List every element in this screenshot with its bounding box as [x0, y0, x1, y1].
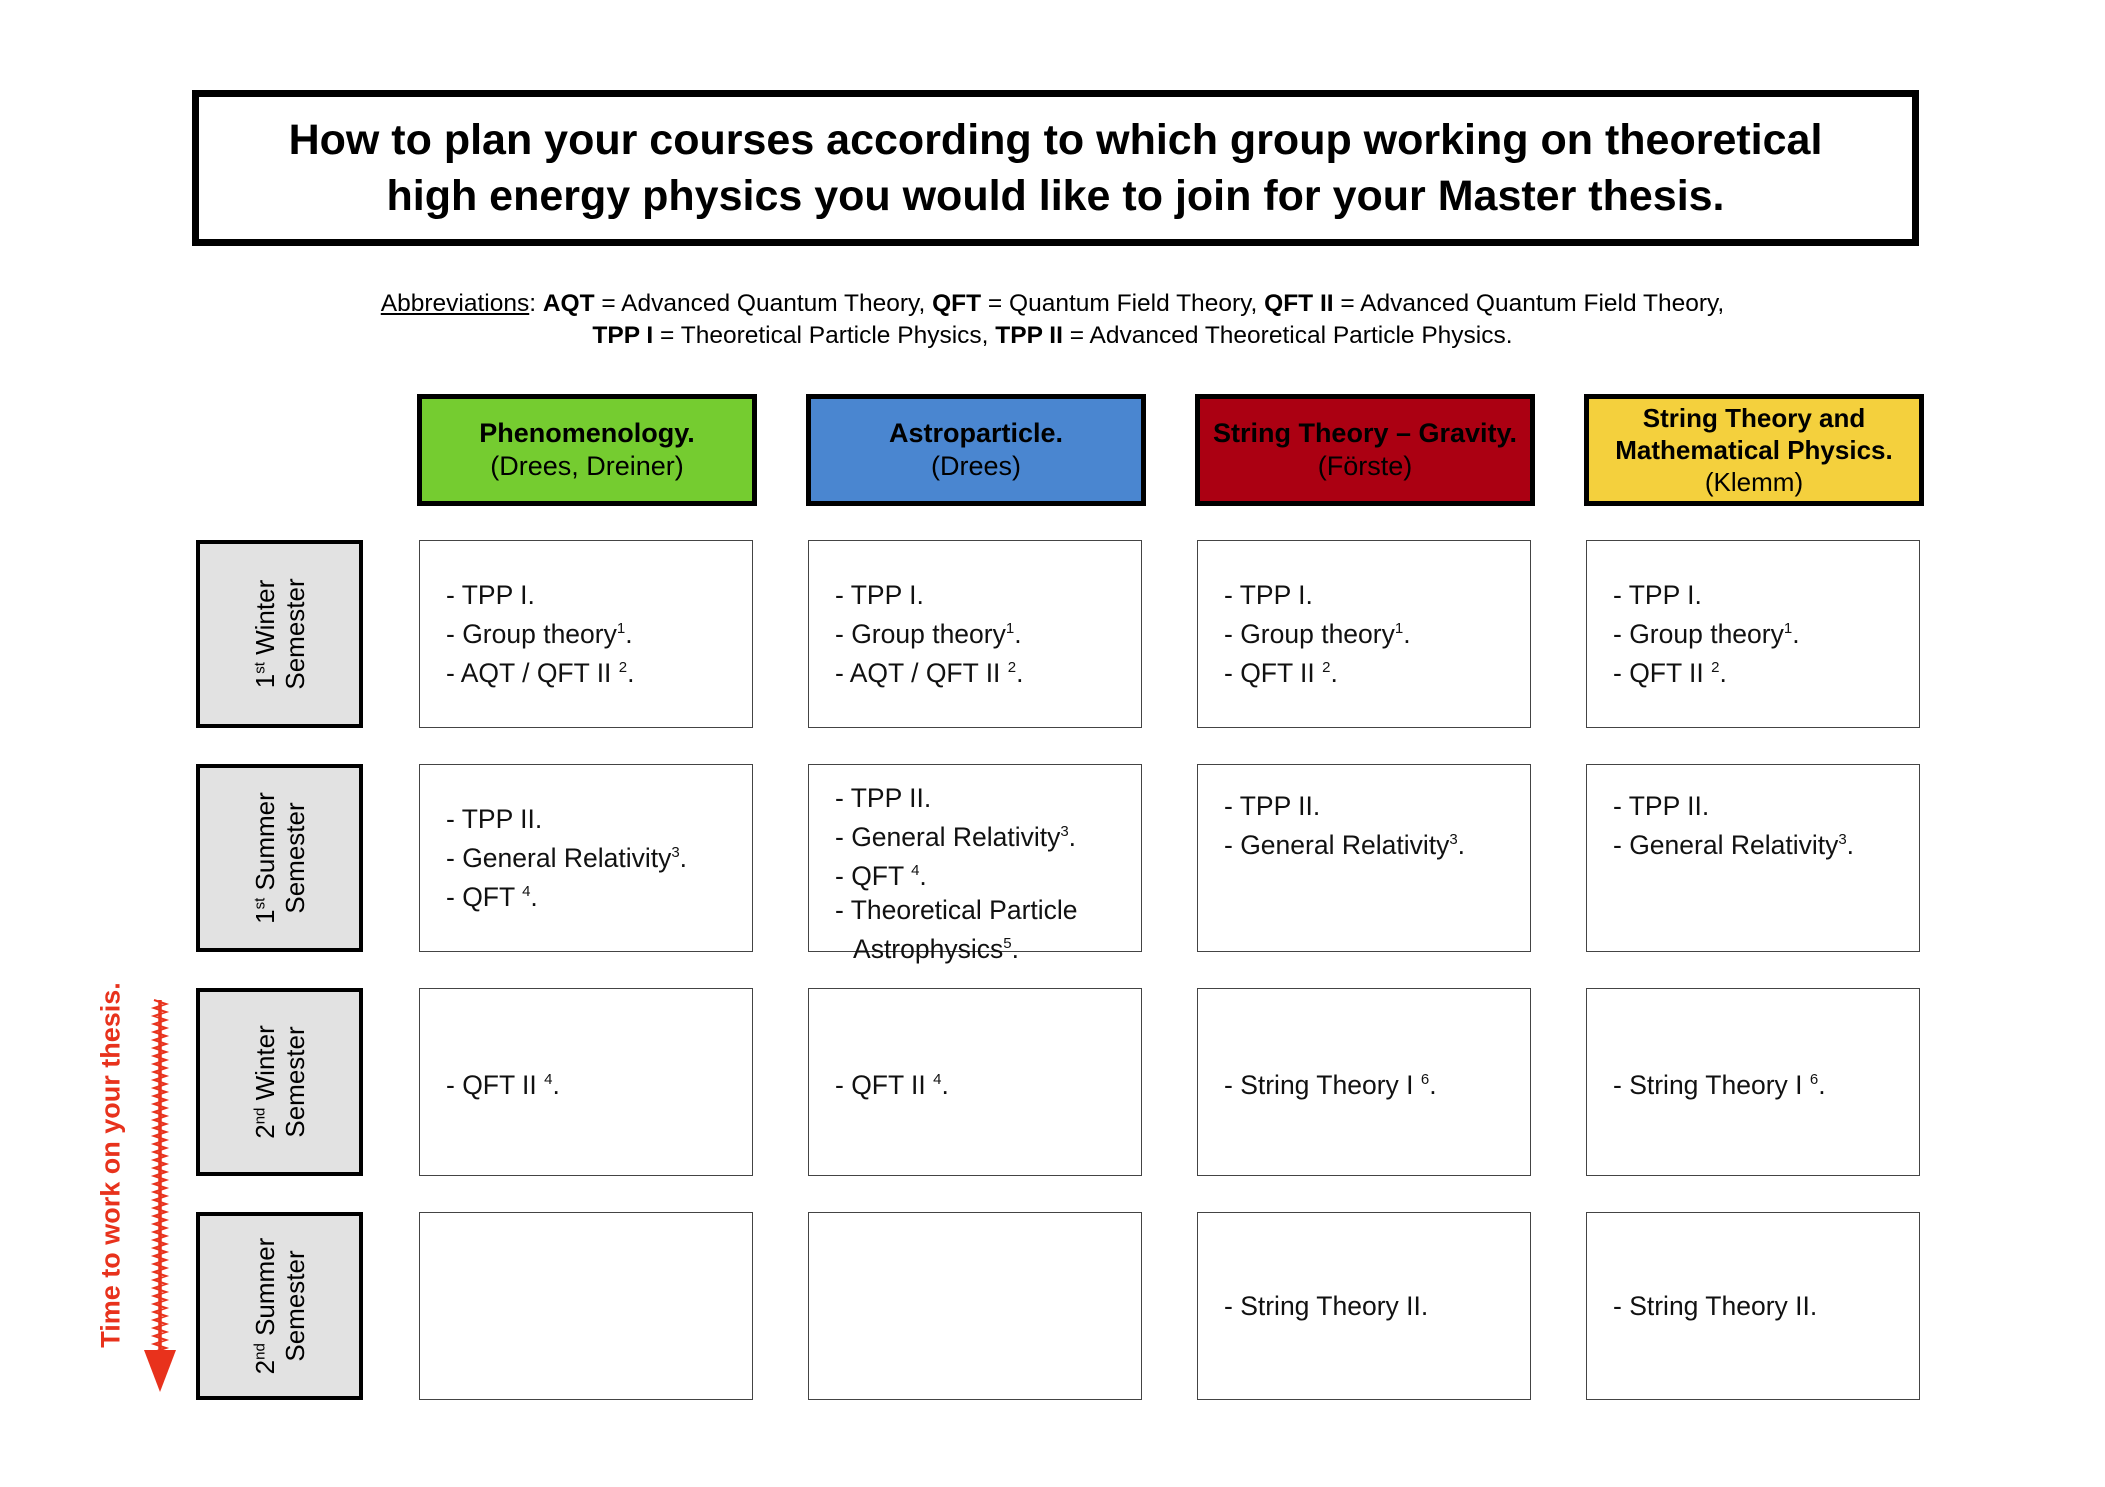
footnote-marker: 2	[1711, 659, 1720, 676]
course-item: - Group theory$^1$.	[1224, 619, 1411, 649]
abbrev-meaning: Advanced Theoretical Particle Physics	[1089, 322, 1506, 349]
course-name: TPP I.	[461, 580, 535, 611]
course-item: - TPP II.	[835, 783, 932, 813]
group-people: (Drees)	[930, 451, 1021, 481]
semester-label-1st-summer	[196, 764, 363, 952]
semester-text	[250, 792, 310, 924]
timeline-arrow-icon	[144, 1000, 176, 1392]
course-end: .	[919, 860, 927, 891]
semester-word: Semester	[279, 1250, 310, 1362]
course-name: QFT	[851, 860, 912, 891]
course-item: - QFT II $^4$.	[446, 1069, 560, 1100]
timeline-label: Time to work on your thesis.	[95, 982, 126, 1348]
course-end: .	[679, 843, 688, 873]
semester-label-2nd-winter	[196, 988, 363, 1176]
timeline-arrow	[140, 990, 190, 1410]
course-item: - TPP II.	[446, 804, 543, 835]
abbrev-term: AQT	[542, 290, 595, 317]
footnote-marker: 6	[1420, 1070, 1430, 1088]
course-item: - Group theory$^1$.	[446, 619, 633, 649]
semester-label-1st-winter	[196, 540, 363, 728]
course-item: - TPP I.	[1224, 580, 1313, 611]
course-cell	[1197, 764, 1531, 952]
footnote-marker: 1	[616, 620, 626, 638]
semester-text	[250, 578, 310, 689]
course-end: .	[1403, 619, 1411, 649]
course-name: QFT	[462, 881, 523, 912]
group-header-string-theory-math-physics	[1584, 394, 1924, 506]
abbrev-meaning: Quantum Field Theory	[1009, 290, 1251, 317]
semester-word: Semester	[279, 1026, 310, 1138]
course-cell	[808, 1212, 1142, 1400]
title-line-1: How to plan your courses according to which group working on theoretical	[288, 116, 1823, 164]
group-name: Phenomenology.	[479, 418, 695, 448]
course-end: .	[1818, 1069, 1826, 1100]
group-people: (Klemm)	[1704, 467, 1804, 497]
course-item: - Group theory$^1$.	[835, 619, 1022, 649]
semester-name: Summer	[249, 792, 280, 891]
semester-suffix: st	[250, 662, 268, 674]
footnote-marker: 1	[1005, 620, 1015, 638]
abbrev-meaning: Theoretical Particle Physics	[680, 322, 982, 349]
course-end: .	[1457, 829, 1466, 860]
footnote-marker: 1	[1783, 620, 1793, 638]
title-line-2: high energy physics you would like to join for your Master thesis.	[386, 172, 1725, 220]
course-name: TPP I.	[1628, 580, 1702, 611]
course-name: AQT / QFT II	[460, 657, 619, 688]
course-cell	[1197, 540, 1531, 728]
semester-label-2nd-summer	[196, 1212, 363, 1400]
course-end: .	[1016, 657, 1024, 688]
footnote-marker: 2	[618, 659, 628, 676]
abbrev-meaning: Advanced Quantum Field Theory	[1360, 290, 1718, 317]
group-people: (Drees, Dreiner)	[490, 451, 684, 481]
semester-ordinal: 1	[249, 673, 280, 689]
group-name: Astroparticle.	[888, 418, 1064, 448]
course-end: .	[627, 657, 635, 688]
course-item: - String Theory II.	[1224, 1291, 1429, 1321]
course-name: String Theory I	[1629, 1069, 1810, 1100]
course-item: - TPP I.	[835, 580, 924, 611]
abbreviations-lead: Abbreviations	[380, 290, 530, 317]
course-item: - String Theory II.	[1613, 1291, 1818, 1321]
semester-suffix: nd	[250, 1107, 268, 1125]
course-end: .	[941, 1069, 949, 1100]
abbreviations-line-1: Abbreviations: AQT = Advanced Quantum Theory, QFT = Quantum Field Theory, QFT II = Advanced Quantum Field Theory,	[380, 290, 1725, 317]
footnote-marker: 5	[1003, 934, 1012, 952]
course-cell	[419, 1212, 753, 1400]
semester-suffix: st	[250, 897, 268, 910]
course-name: String Theory II.	[1629, 1291, 1818, 1321]
course-item: - String Theory I $^6$.	[1224, 1069, 1437, 1100]
course-cell	[808, 988, 1142, 1176]
course-name: QFT II	[1240, 657, 1323, 688]
course-end: .	[530, 881, 538, 912]
course-cell	[419, 540, 753, 728]
course-name: General Relativity	[1629, 829, 1839, 860]
course-item: - AQT / QFT II $^2$.	[446, 657, 635, 688]
abbrev-term: QFT II	[1264, 290, 1334, 317]
group-people: (Förste)	[1317, 451, 1413, 481]
course-name: Group theory	[1629, 619, 1784, 649]
course-item: - String Theory I $^6$.	[1613, 1069, 1826, 1100]
course-name: Group theory	[1240, 619, 1395, 649]
semester-ordinal: 2	[249, 1124, 280, 1139]
course-name: TPP II.	[1628, 791, 1710, 821]
course-name: TPP II.	[1239, 791, 1321, 821]
course-name: Astrophysics	[853, 933, 1004, 964]
course-name: String Theory II.	[1240, 1291, 1429, 1321]
course-cell	[1586, 764, 1920, 952]
course-cell	[1586, 988, 1920, 1176]
group-header-phenomenology	[417, 394, 757, 506]
course-item: - Theoretical Particle	[835, 894, 1078, 925]
course-cell	[808, 540, 1142, 728]
course-item	[835, 927, 1115, 966]
course-item: - QFT $^4$.	[835, 860, 927, 891]
course-name: QFT II	[851, 1069, 934, 1100]
course-end: .	[552, 1069, 560, 1100]
course-name: General Relativity	[462, 843, 672, 873]
course-name: TPP I.	[850, 580, 924, 611]
course-name: String Theory I	[1240, 1069, 1421, 1100]
course-end: .	[625, 619, 633, 649]
course-cell	[419, 988, 753, 1176]
course-cell	[1586, 1212, 1920, 1400]
course-name: AQT / QFT II	[849, 657, 1008, 688]
abbrev-term: QFT	[932, 290, 982, 317]
course-name: Theoretical Particle	[850, 894, 1078, 925]
course-cell	[1197, 1212, 1531, 1400]
course-end: .	[1011, 933, 1019, 964]
course-cell	[808, 764, 1142, 964]
semester-ordinal: 2	[249, 1359, 280, 1375]
course-end: .	[1014, 619, 1022, 649]
course-item: - TPP II.	[1224, 791, 1321, 821]
footnote-marker: 2	[1322, 659, 1331, 676]
course-item: - TPP I.	[446, 580, 535, 611]
course-end: .	[1068, 821, 1077, 852]
course-name: General Relativity	[851, 821, 1061, 852]
footnote-marker: 6	[1809, 1070, 1819, 1088]
course-item: - TPP I.	[1613, 580, 1702, 611]
footnote-marker: 3	[1838, 831, 1847, 848]
semester-name: Winter	[249, 1025, 280, 1101]
abbrev-term: TPP I	[592, 322, 654, 349]
course-item: - General Relativity$^3$.	[1224, 829, 1466, 860]
course-end: .	[1330, 657, 1338, 688]
course-name: Group theory	[462, 619, 617, 649]
footnote-marker: 4	[911, 861, 920, 879]
semester-text	[250, 1238, 310, 1375]
course-name: Group theory	[851, 619, 1006, 649]
course-name: General Relativity	[1240, 829, 1450, 860]
footnote-marker: 2	[1007, 659, 1017, 676]
abbreviations	[150, 288, 1955, 352]
footnote-marker: 1	[1394, 620, 1404, 638]
course-end: .	[1792, 619, 1800, 649]
course-cell	[1197, 988, 1531, 1176]
course-item: - QFT II $^4$.	[835, 1069, 949, 1100]
course-name: TPP II.	[850, 783, 932, 813]
footnote-marker: 4	[933, 1070, 942, 1088]
course-name: QFT II	[462, 1069, 545, 1100]
course-cell	[1586, 540, 1920, 728]
group-name-line-2: Mathematical Physics.	[1615, 435, 1893, 465]
course-item: - TPP II.	[1613, 791, 1710, 821]
title-box	[192, 90, 1919, 246]
course-item: - General Relativity$^3$.	[835, 821, 1077, 852]
course-end: .	[1429, 1069, 1437, 1100]
footnote-marker: 3	[671, 844, 680, 862]
footnote-marker: 3	[1060, 823, 1069, 840]
course-item: - QFT $^4$.	[446, 881, 538, 912]
abbreviations-line-2: TPP I = Theoretical Particle Physics, TPP II = Advanced Theoretical Particle Physics.	[592, 322, 1513, 349]
semester-name: Winter	[249, 579, 280, 655]
semester-word: Semester	[279, 802, 310, 914]
course-name: TPP II.	[461, 804, 543, 835]
abbrev-term: TPP II	[995, 322, 1063, 349]
semester-word: Semester	[279, 578, 310, 690]
semester-name: Summer	[249, 1237, 280, 1336]
abbrev-meaning: Advanced Quantum Theory	[621, 290, 919, 317]
course-name: TPP I.	[1239, 580, 1313, 611]
course-item: - QFT II $^2$.	[1224, 657, 1338, 688]
course-end: .	[1719, 657, 1727, 688]
semester-text	[250, 1025, 310, 1139]
course-end: .	[1846, 829, 1855, 860]
footnote-marker: 4	[522, 883, 531, 900]
course-item: - General Relativity$^3$.	[446, 843, 688, 873]
course-item: - Group theory$^1$.	[1613, 619, 1800, 649]
group-name-line-1: String Theory and	[1642, 403, 1866, 433]
footnote-marker: 3	[1449, 831, 1458, 848]
semester-ordinal: 1	[249, 909, 280, 924]
course-name: QFT II	[1629, 657, 1712, 688]
course-item: - QFT II $^2$.	[1613, 657, 1727, 688]
group-name: String Theory – Gravity.	[1212, 418, 1518, 448]
course-cell	[419, 764, 753, 952]
group-header-string-theory-gravity	[1195, 394, 1535, 506]
group-header-astroparticle	[806, 394, 1146, 506]
footnote-marker: 4	[544, 1070, 553, 1088]
course-item: - General Relativity$^3$.	[1613, 829, 1855, 860]
semester-suffix: nd	[250, 1343, 268, 1360]
course-item: - AQT / QFT II $^2$.	[835, 657, 1024, 688]
